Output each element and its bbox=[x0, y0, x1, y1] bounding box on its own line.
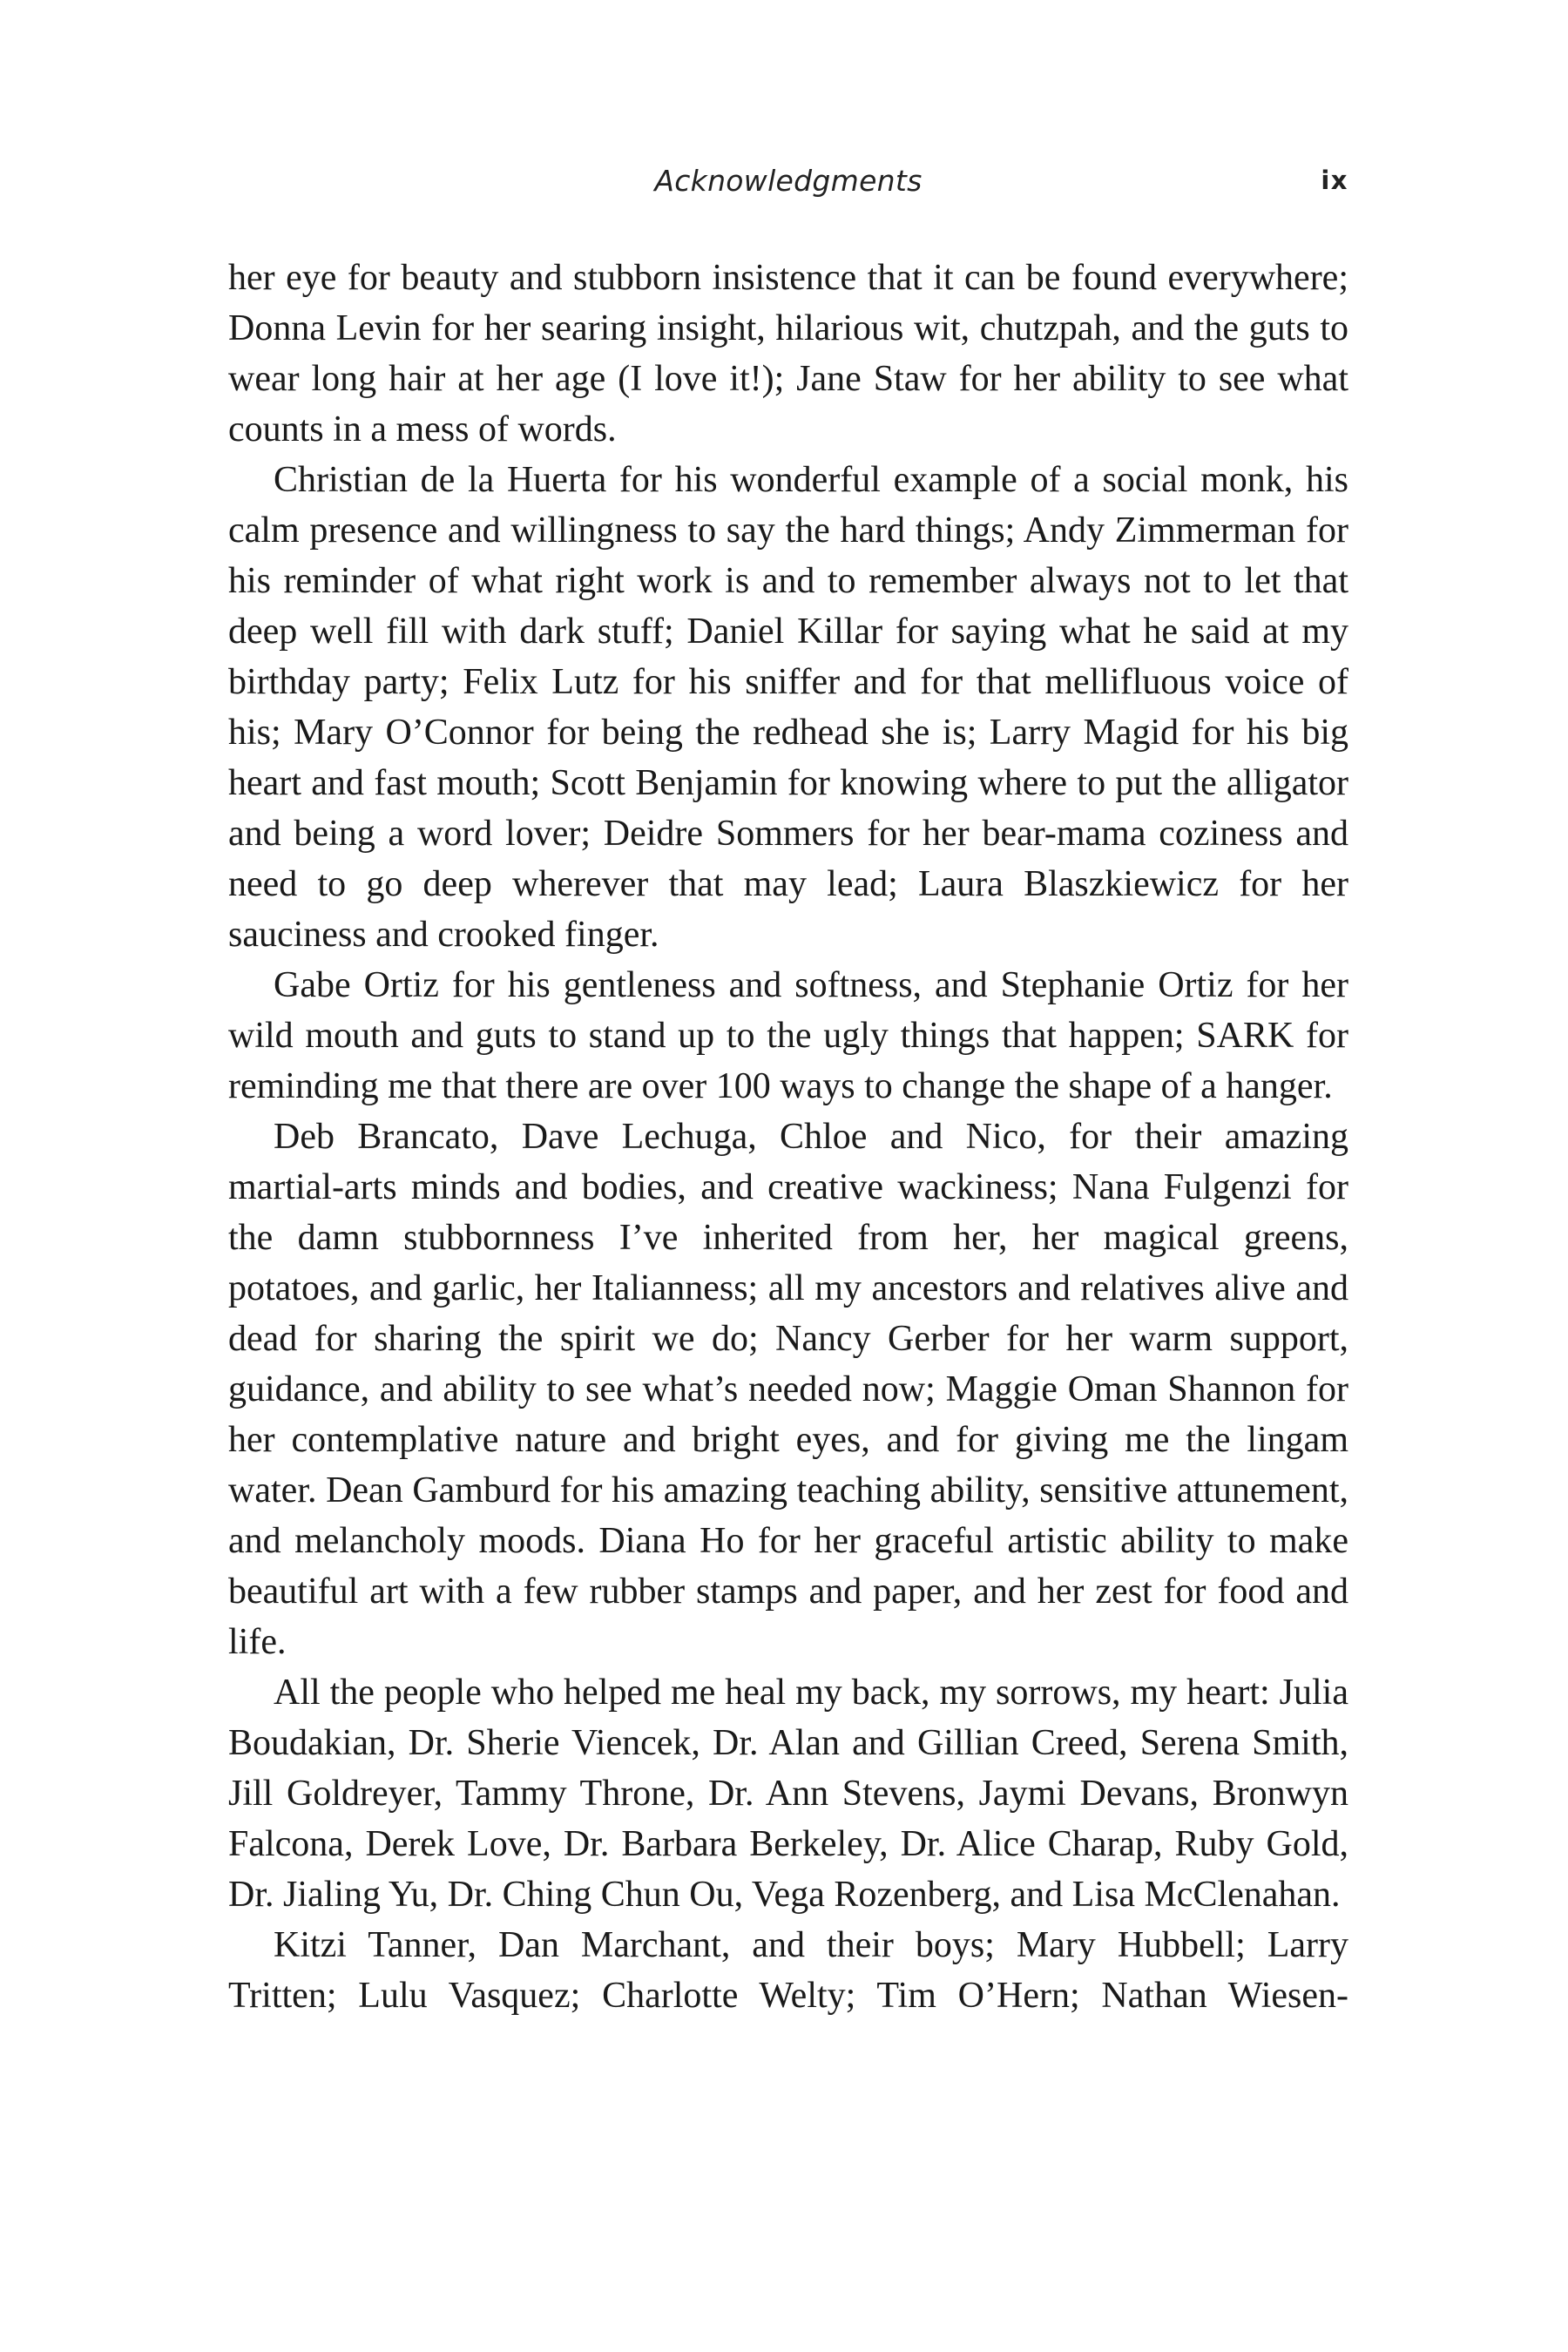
running-title: Acknowledgments bbox=[654, 164, 923, 198]
paragraph: All the people who helped me heal my back, my sorrows, my heart: Julia Boudakian, Dr. Sherie Viencek, Dr. Alan and Gillian Creed, Serena Smith, Jill Goldreyer, Tammy Throne, Dr. Ann Stevens, Jaymi Devans, Bronwyn Falcona, Derek Love, Dr. Barbara Berkeley, Dr. Alice Charap, Ruby Gold, Dr. Jialing Yu, Dr. Ching Chun Ou, Vega Rozenberg, and Lisa McClenahan. bbox=[228, 1673, 1348, 1915]
paragraph: Deb Brancato, Dave Lechuga, Chloe and Nico, for their amazing martial-arts minds and bodies, and creative wackiness; Nana Fulgenzi for the damn stubbornness I’ve inherited from her, her magical greens, potatoes, and garlic, her Italianness; all my ancestors and relatives alive and dead for sharing the spirit we do; Nancy Gerber for her warm support, guidance, and ability to see what’s needed now; Maggie Oman Shannon for her contemplative nature and bright eyes, and for giving me the lingam water. Dean Gamburd for his amazing teaching ability, sensitive attunement, and melancholy moods. Diana Ho for her graceful artistic ability to make beautiful art with a few rubber stamps and paper, and her zest for food and life. bbox=[228, 1117, 1348, 1662]
paragraph-continues: Kitzi Tanner, Dan Marchant, and their boys; Mary Hubbell; Larry Tritten; Lulu Vasquez; Charlotte Welty; Tim O’Hern; Nathan Wiesen- bbox=[228, 1925, 1348, 2016]
page-number: ix bbox=[1321, 166, 1348, 195]
body-text bbox=[228, 253, 1348, 2021]
running-head bbox=[228, 164, 1348, 207]
paragraph: Gabe Ortiz for his gentleness and softness, and Stephanie Ortiz for her wild mouth and guts to stand up to the ugly things that happen; SARK for reminding me that there are over 100 ways to change the shape of a hanger. bbox=[228, 965, 1348, 1106]
paragraph: Christian de la Huerta for his wonderful example of a social monk, his calm presence and willingness to say the hard things; Andy Zimmerman for his reminder of what right work is and to remember always not to let that deep well fill with dark stuff; Daniel Killar for saying what he said at my birthday party; Felix Lutz for his sniffer and for that mellifluous voice of his; Mary O’Connor for being the redhead she is; Larry Magid for his big heart and fast mouth; Scott Benjamin for knowing where to put the alligator and being a word lover; Deidre Sommers for her bear-mama coziness and need to go deep wherever that may lead; Laura Blaszkiewicz for her sauciness and crooked finger. bbox=[228, 460, 1348, 955]
paragraph-continued: her eye for beauty and stubborn insistence that it can be found everywhere; Donna Levin for her searing insight, hilarious wit, chutzpah, and the guts to wear long hair at her age (I love it!); Jane Staw for her ability to see what counts in a mess of words. bbox=[228, 258, 1348, 449]
